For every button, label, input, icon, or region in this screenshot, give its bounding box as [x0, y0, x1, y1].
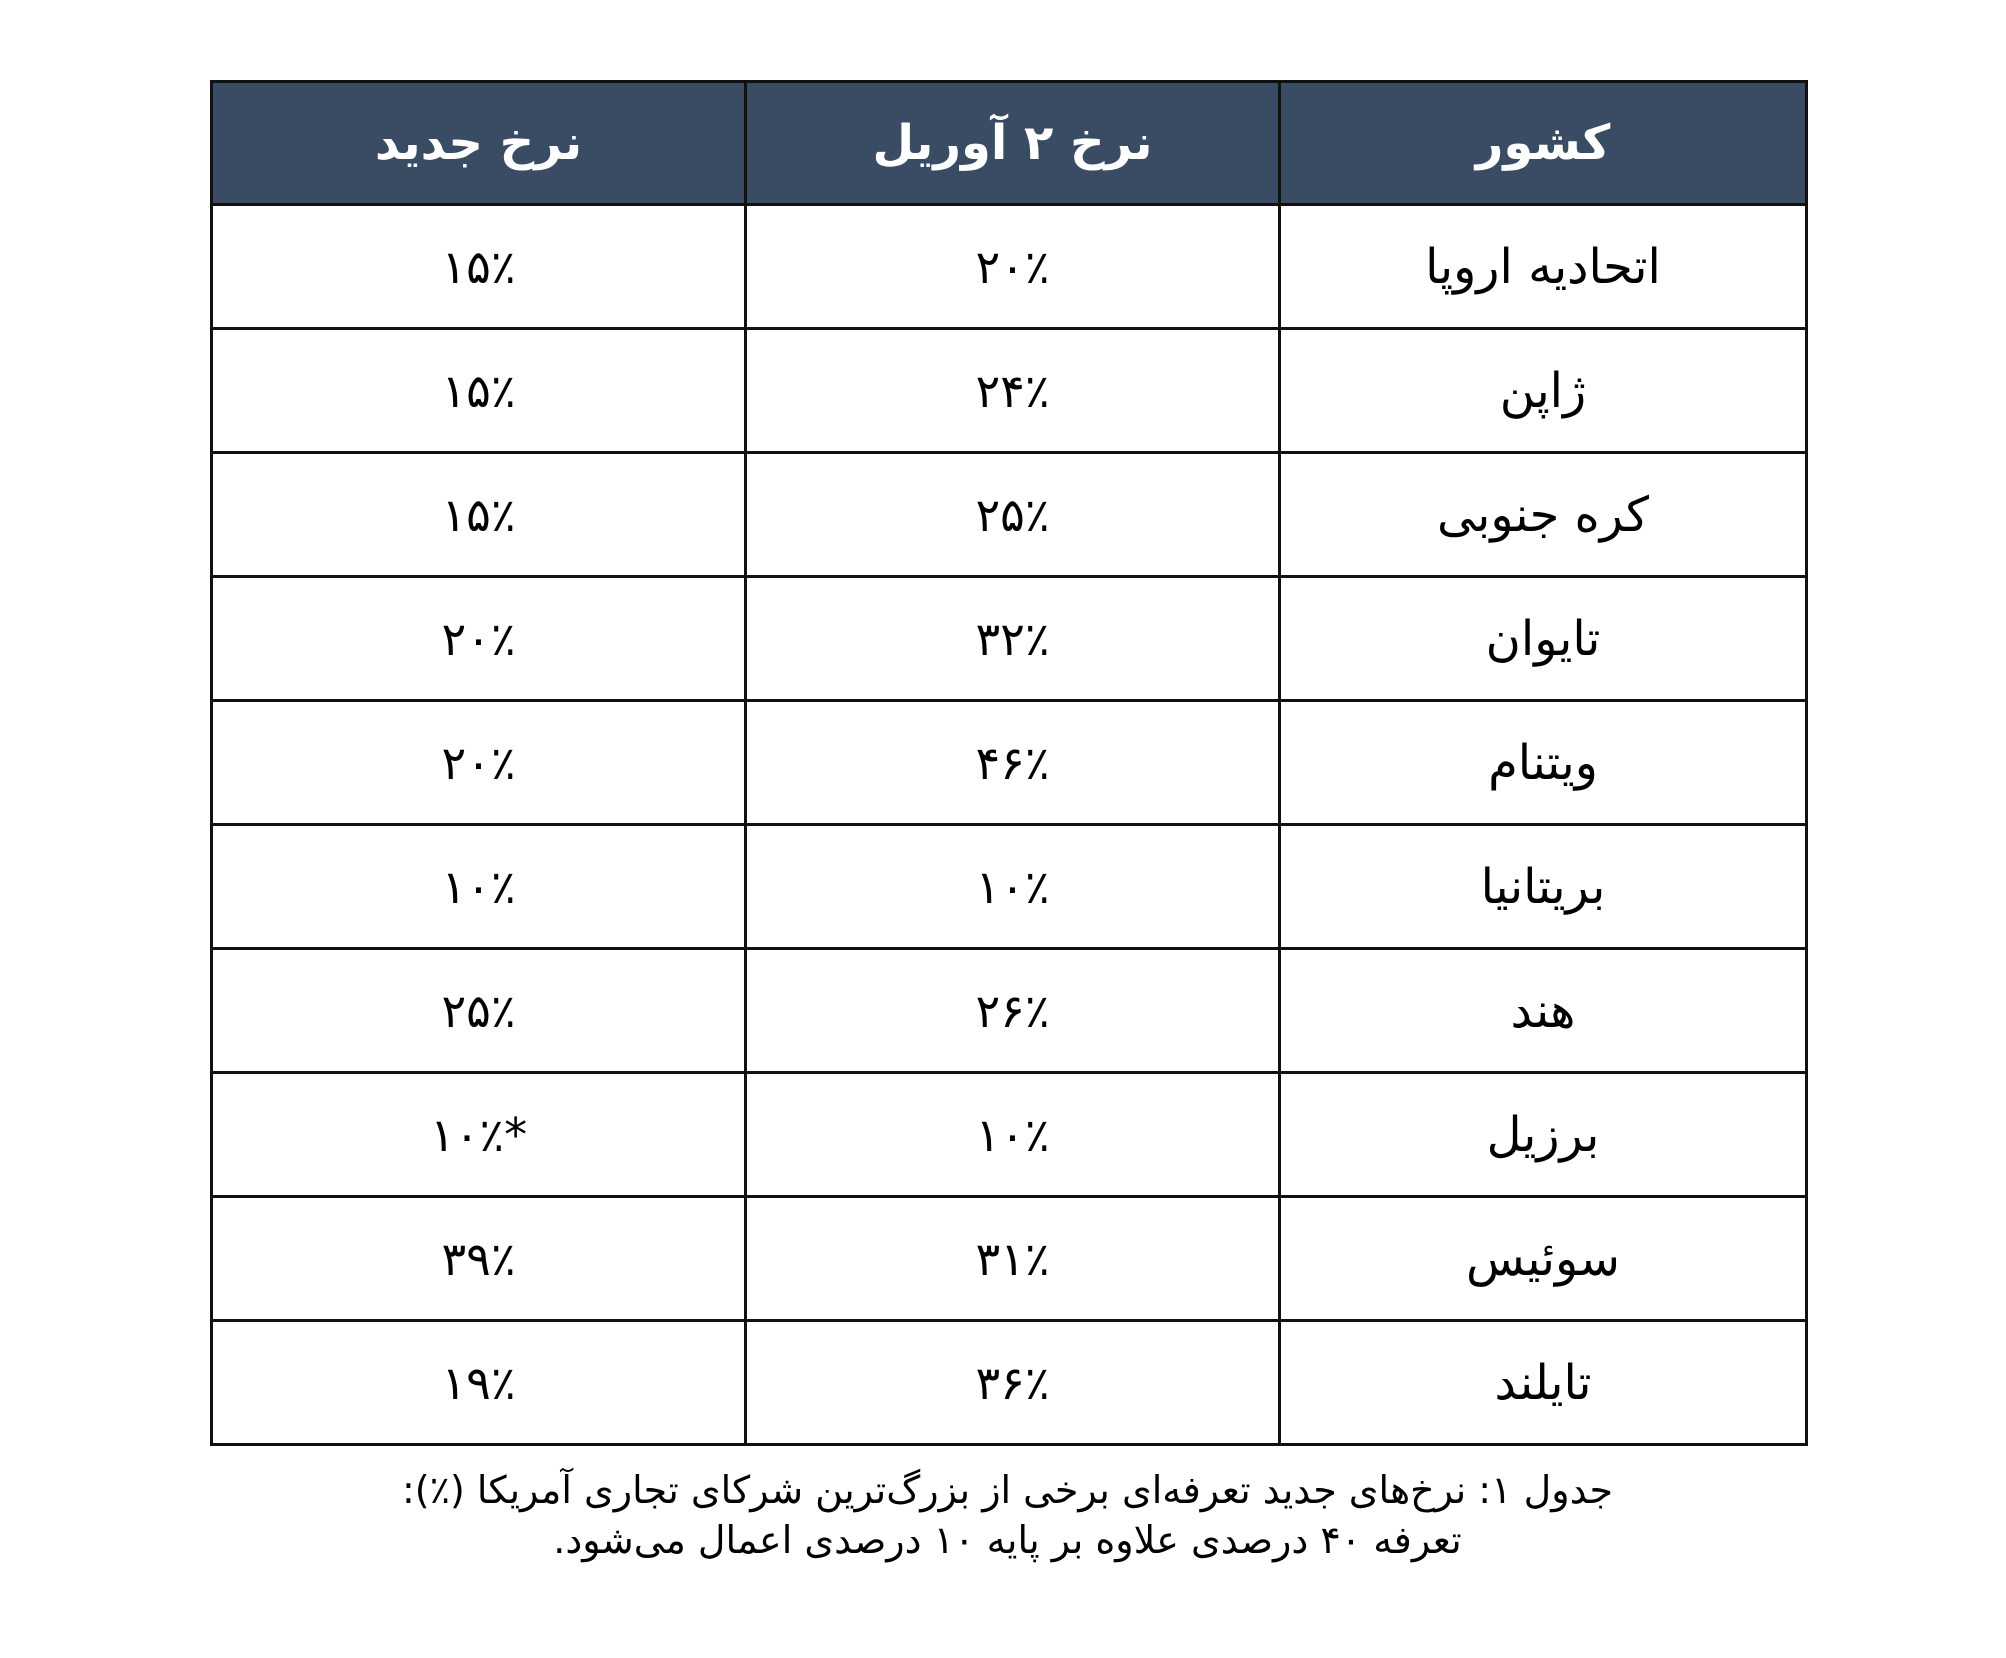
header-country: کشور	[1280, 82, 1807, 205]
cell-new-rate: ۱۵٪	[212, 205, 746, 329]
table-row	[212, 329, 1807, 453]
cell-country: کره جنوبی	[1280, 453, 1807, 577]
cell-april-rate: ۳۲٪	[746, 577, 1280, 701]
cell-april-rate: ۳۶٪	[746, 1321, 1280, 1445]
cell-country: تایوان	[1280, 577, 1807, 701]
header-april-rate: نرخ ۲ آوریل	[746, 82, 1280, 205]
cell-country: اتحادیه اروپا	[1280, 205, 1807, 329]
tariff-table	[210, 80, 1808, 1446]
cell-new-rate: *۱۰٪	[212, 1073, 746, 1197]
cell-april-rate: ۳۱٪	[746, 1197, 1280, 1321]
table-row	[212, 205, 1807, 329]
cell-new-rate: ۱۵٪	[212, 453, 746, 577]
cell-new-rate: ۱۹٪	[212, 1321, 746, 1445]
cell-april-rate: ۲۶٪	[746, 949, 1280, 1073]
cell-country: هند	[1280, 949, 1807, 1073]
cell-new-rate: ۱۰٪	[212, 825, 746, 949]
cell-country: تایلند	[1280, 1321, 1807, 1445]
table-row	[212, 453, 1807, 577]
cell-april-rate: ۲۴٪	[746, 329, 1280, 453]
table-row	[212, 949, 1807, 1073]
table-row	[212, 577, 1807, 701]
cell-country: ویتنام	[1280, 701, 1807, 825]
table-row	[212, 825, 1807, 949]
header-new-rate: نرخ جدید	[212, 82, 746, 205]
caption-line-1: جدول ۱: نرخ‌های جدید تعرفه‌ای برخی از بزرگ‌ترین شرکای تجاری آمریکا (٪):	[401, 1468, 1614, 1512]
caption-line-2: تعرفه ۴۰ درصدی علاوه بر پایه ۱۰ درصدی اعمال می‌شود.	[553, 1518, 1462, 1562]
table-caption	[210, 1465, 1805, 1565]
table-row	[212, 1321, 1807, 1445]
table-header-row	[212, 82, 1807, 205]
cell-april-rate: ۴۶٪	[746, 701, 1280, 825]
cell-country: سوئیس	[1280, 1197, 1807, 1321]
cell-country: برزیل	[1280, 1073, 1807, 1197]
cell-april-rate: ۱۰٪	[746, 1073, 1280, 1197]
cell-april-rate: ۲۵٪	[746, 453, 1280, 577]
cell-new-rate: ۳۹٪	[212, 1197, 746, 1321]
table-row	[212, 701, 1807, 825]
table-row	[212, 1197, 1807, 1321]
cell-new-rate: ۲۵٪	[212, 949, 746, 1073]
cell-country: ژاپن	[1280, 329, 1807, 453]
cell-country: بریتانیا	[1280, 825, 1807, 949]
cell-april-rate: ۲۰٪	[746, 205, 1280, 329]
cell-new-rate: ۱۵٪	[212, 329, 746, 453]
cell-april-rate: ۱۰٪	[746, 825, 1280, 949]
cell-new-rate: ۲۰٪	[212, 577, 746, 701]
cell-new-rate: ۲۰٪	[212, 701, 746, 825]
tariff-table-container	[210, 80, 1805, 1446]
table-row	[212, 1073, 1807, 1197]
